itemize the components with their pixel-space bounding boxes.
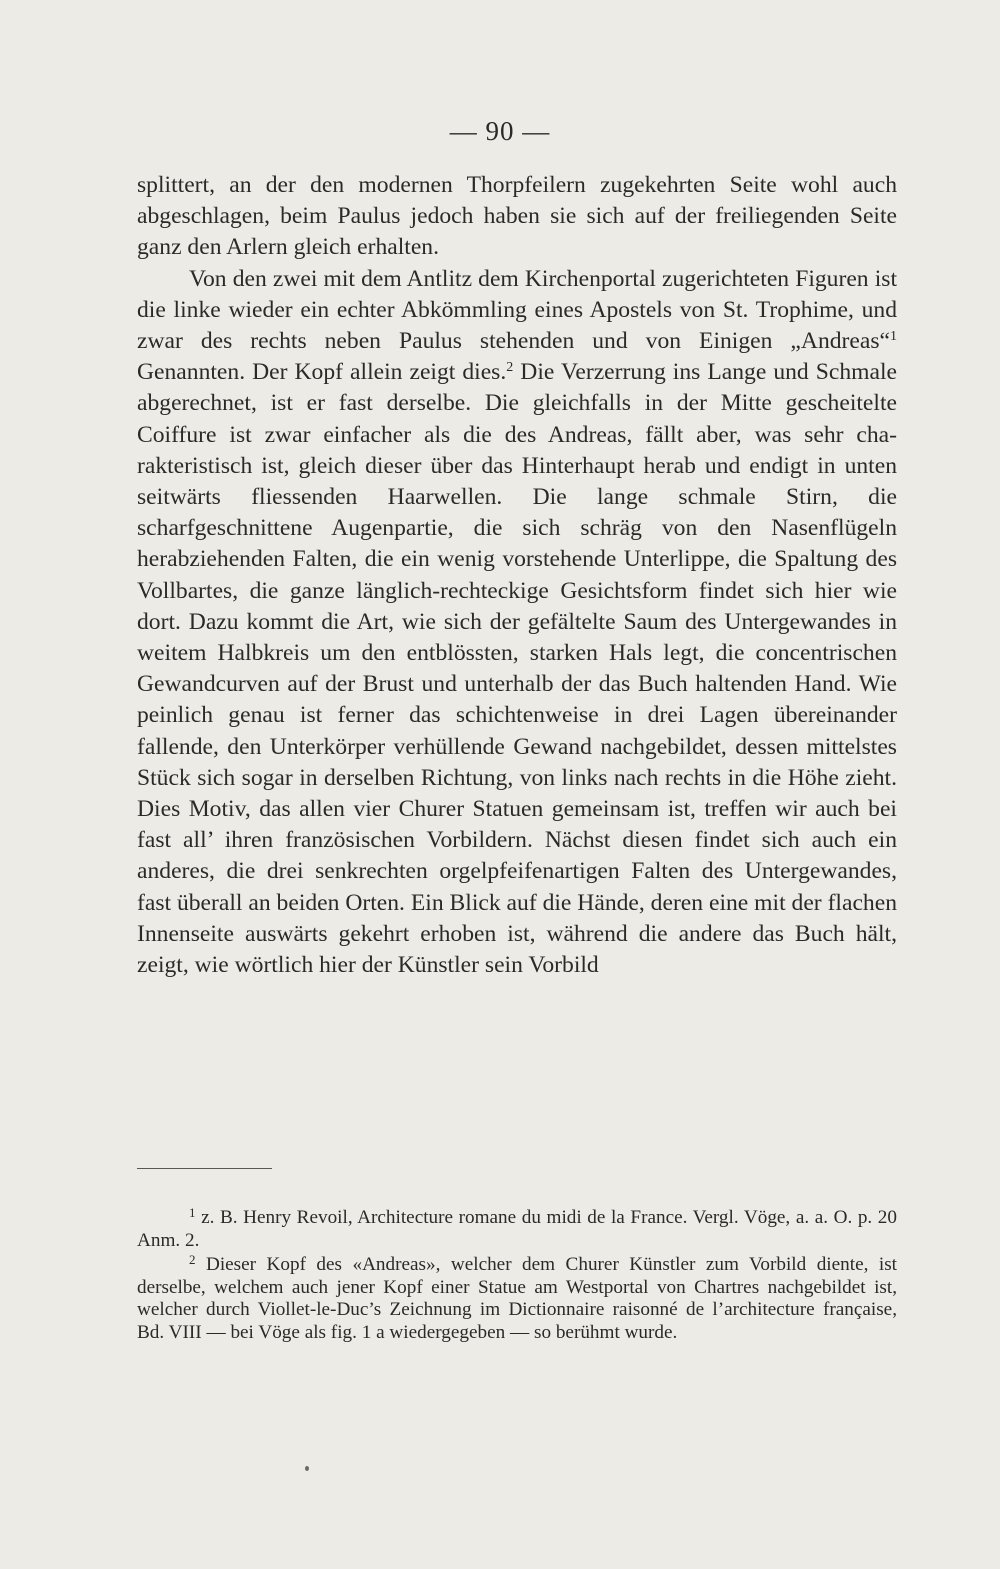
paragraph-text: Genannten. Der Kopf allein zeigt dies. bbox=[137, 359, 507, 386]
paragraph bbox=[137, 170, 897, 264]
footnote-text: z. B. Henry Revoil, Architecture romane du midi de la France. Vergl. Vöge, a. a. O. p. 20 Anm. 2. bbox=[137, 1207, 897, 1251]
paragraph-text: Von den zwei mit dem Antlitz dem Kirchenportal zugerichteten Figuren ist die linke wieder ein echter Abkömmling eines Apostels von St. Trophime, und zwar des rechts neben Paulus stehenden und von Einigen „Andreas“ bbox=[137, 265, 897, 355]
page-number-header: — 90 — bbox=[449, 116, 551, 146]
paragraph bbox=[137, 264, 897, 982]
footnote bbox=[137, 1254, 897, 1344]
paragraph-text: Die Verzerrung ins Lange und Schmale abgerechnet, ist er fast derselbe. Die gleichfalls in der Mitte gescheitelte Coiffure ist zwar einfacher als die des Andreas, fällt aber, was sehr charakteristisch ist, gleich dieser über das Hinterhaupt herab und endigt in unten seitwärts fliessenden Haarwellen. Die lange schmale Stirn, die scharfgeschnittene Augenpartie, die sich schräg von den Nasenflügeln herabziehenden Falten, die ein wenig vorstehende Unterlippe, die Spaltung des Vollbartes, die ganze länglich-rechteckige Gesichtsform findet sich hier wie dort. Dazu kommt die Art, wie sich der gefältelte Saum des Untergewandes in weitem Halbkreis um den entblössten, starken Hals legt, die concentrischen Gewandcurven auf der Brust und unterhalb der das Buch haltenden Hand. Wie peinlich genau ist ferner das schichtenweise in drei Lagen übereinander fallende, den Unterkörper verhüllende Gewand nachgebildet, dessen mittelstes Stück sich sogar in derselben Richtung, von links nach rechts in die Höhe zieht. Dies Motiv, das allen vier Churer Statuen gemeinsam ist, treffen wir auch bei fast all’ ihren französischen Vorbildern. Nächst diesen findet sich auch ein anderes, die drei senkrechten orgelpfeifenartigen Falten des Untergewandes, fast überall an beiden Orten. Ein Blick auf die Hände, deren eine mit der flachen Innenseite auswärts gekehrt erhoben ist, während die andere das Buch hält, zeigt, wie wörtlich hier der Künstler sein Vorbild bbox=[137, 359, 897, 979]
footnote-separator bbox=[137, 1168, 272, 1169]
footnote-reference: 1 bbox=[890, 329, 897, 345]
footnote bbox=[137, 1207, 897, 1252]
footnote-text: Dieser Kopf des «Andreas», welcher dem Churer Künstler zum Vorbild diente, ist derselbe, welchem auch jener Kopf einer Statue am Westportal von Chartres nachgebildet ist, welcher durch Viollet-le-Duc’s Zeichnung im Dictionnaire raisonné de l’architecture française, Bd. VIII — bei Vöge als fig. 1 a wiedergegeben — so berühmt wurde. bbox=[137, 1254, 897, 1343]
footnote-mark: 2 bbox=[189, 1252, 196, 1267]
footnote-mark: 1 bbox=[189, 1205, 196, 1220]
footnote-reference: 2 bbox=[506, 360, 514, 376]
main-text bbox=[137, 170, 897, 981]
paragraph-text: splittert, an der den modernen Thorpfeilern zugekehrten Seite wohl auch abgeschlagen, beim Paulus jedoch haben sie sich auf der freiliegenden Seite ganz den Arlern gleich erhalten. bbox=[137, 172, 897, 261]
footnotes bbox=[137, 1207, 897, 1346]
paper-speck bbox=[305, 1466, 309, 1471]
